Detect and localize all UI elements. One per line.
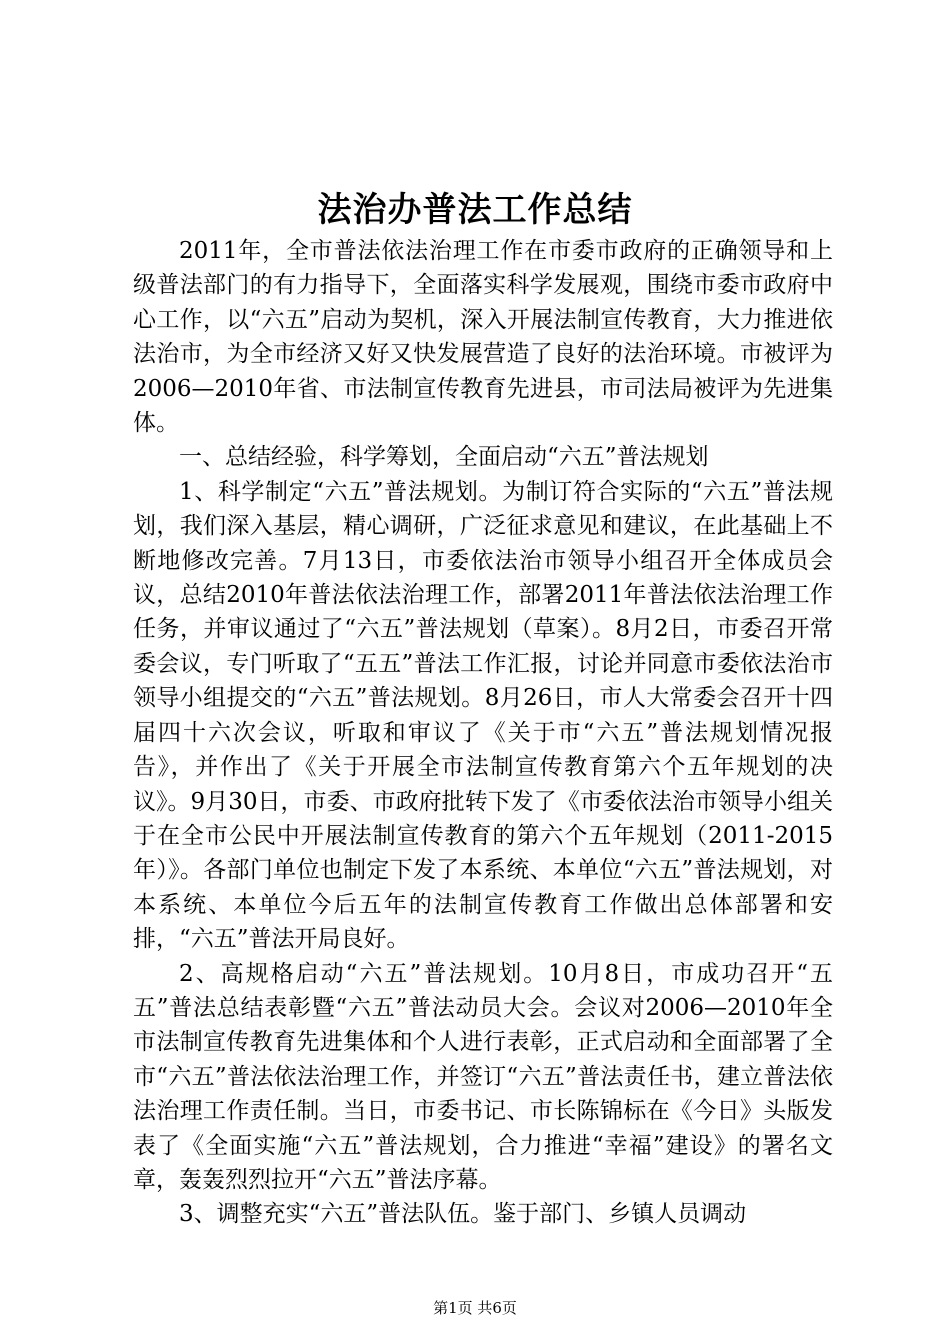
paragraph-item-1: 1、科学制定“六五”普法规划。为制订符合实际的“六五”普法规划，我们深入基层，精心调研，广泛征求意见和建议，在此基础上不断地修改完善。7月13日，市委依法治市领导小组召开全体成员会议，总结2010年普法依法治理工作，部署2011年普法依法治理工作任务，并审议通过了“六五”普法规划（草案）。8月2日，市委召开常委会议，专门听取了“五五”普法工作汇报，讨论并同意市委依法治市领导小组提交的“六五”普法规划。8月26日，市人大常委会召开十四届四十六次会议，听取和审议了《关于市“六五”普法规划情况报告》，并作出了《关于开展全市法制宣传教育第六个五年规划的决议》。9月30日，市委、市政府批转下发了《市委依法治市领导小组关于在全市公民中开展法制宣传教育的第六个五年规划（2011-2015年）》。各部门单位也制定下发了本系统、本单位“六五”普法规划，对本系统、本单位今后五年的法制宣传教育工作做出总体部署和安排，“六五”普法开局良好。 bbox=[133, 478, 833, 953]
paragraph-item-3: 3、调整充实“六五”普法队伍。鉴于部门、乡镇人员调动 bbox=[179, 1201, 747, 1228]
document-body bbox=[133, 234, 833, 1232]
paragraph-item-2: 2、高规格启动“六五”普法规划。10月8日，市成功召开“五五”普法总结表彰暨“六五”普法动员大会。会议对2006—2010年全市法制宣传教育先进集体和个人进行表彰，正式启动和全面部署了全市“六五”普法依法治理工作，并签订“六五”普法责任书，建立普法依法治理工作责任制。当日，市委书记、市长陈锦标在《今日》头版发表了《全面实施“六五”普法规划，合力推进“幸福”建设》的署名文章，轰轰烈烈拉开“六五”普法序幕。 bbox=[133, 960, 833, 1193]
section-heading-1: 一、总结经验，科学筹划，全面启动“六五”普法规划 bbox=[179, 444, 709, 471]
document-title: 法治办普法工作总结 bbox=[317, 190, 633, 230]
paragraph-intro: 2011年，全市普法依法治理工作在市委市政府的正确领导和上级普法部门的有力指导下，全面落实科学发展观，围绕市委市政府中心工作，以“六五”启动为契机，深入开展法制宣传教育，大力推进依法治市，为全市经济又好又快发展营造了良好的法治环境。市被评为2006—2010年省、市法制宣传教育先进县，市司法局被评为先进集体。 bbox=[133, 238, 833, 437]
page-footer: 第1页 共6页 bbox=[433, 1299, 517, 1317]
